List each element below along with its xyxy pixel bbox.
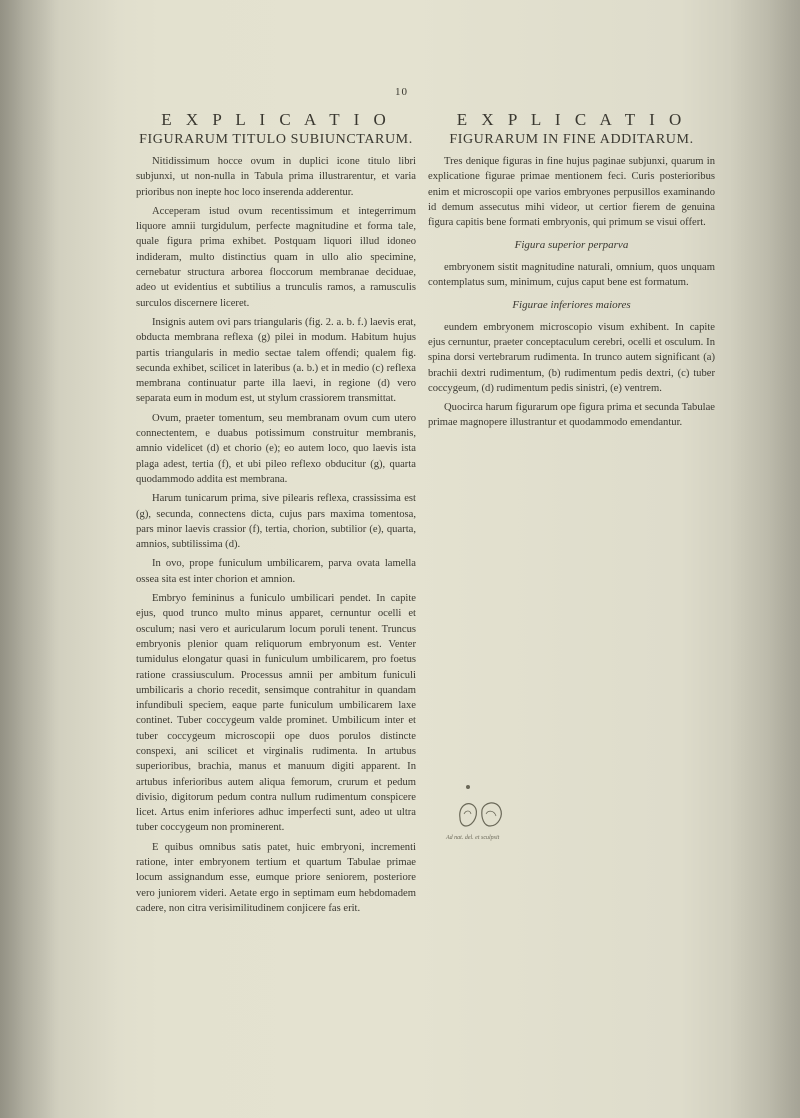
left-paragraph: Acceperam istud ovum recentissimum et integerrimum liquore amnii turgidulum, perfecte magnitudine et forma tale, quale figura prima exhibet. Postquam liquori illud idoneo indideram, multo distinctius quam in ullo alio specimine, cernebatur structura arborea floccorum membranae deciduae, adeo ut evidentius et subtilius a trunculis ramos, a ramusculis surculos discernere liceret. bbox=[136, 205, 416, 309]
left-paragraph: Embryo femininus a funiculo umbilicari pendet. In capite ejus, quod trunco multo minus apparet, cernuntur ocelli et osculum; nasi vero et auricularum locum poruli tenent. Truncus embryonis plenior quam reliquorum embryonum est. Venter tumidulus elongatur quasi in funiculum umbilicarem, pro foetus ratione crassiusculum. Processus amnii per ambitum funiculi umbilicaris a chorio recedit, sensimque contrahitur in quandam infundibuli speciem, eaque parte funiculum umbilicarem laxe continet. Tuber coccygeum valde prominet. Umbilicum inter et tuber coccygeum microscopii ope duos porulos distincte conspexi, ani scilicet et virginalis rudimenta. In artubus superioribus, brachia, manus et manuum digiti apparent. In artubus inferioribus autem aliqua femorum, crurum et pedum divisio, digitorum pedum contra nullum rudimentum conspicere licet. Artus enim inferiores adhuc imperfecti sunt, adeo ut ultra tuber coccygeum non prominerent. bbox=[136, 593, 416, 834]
right-subtitle: FIGURARUM IN FINE ADDITARUM. bbox=[449, 132, 694, 147]
figure-caption: Ad nat. del. et sculpsit bbox=[446, 835, 500, 841]
left-paragraph: Nitidissimum hocce ovum in duplici icone titulo libri subjunxi, ut non-nulla in Tabula prima illustrarentur, et varia prioribus non inepte hoc loco inserenda adderentur. bbox=[136, 156, 416, 198]
left-paragraph: E quibus omnibus satis patet, huic embryoni, incrementi ratione, inter embryonem tertium et quartum Tabulae primae locum assignandum esse, eumque priore seniorem, posteriore vero juniorem videri. Aetate ergo in septimam eum hebdomadem cadere, non citra verisimilitudinem conjicere fas erit. bbox=[136, 841, 416, 914]
left-title: E X P L I C A T I O bbox=[161, 110, 391, 129]
figure-superior-heading: Figura superior perparva bbox=[514, 239, 629, 252]
small-embryo-figure bbox=[466, 785, 470, 789]
left-page-shadow bbox=[0, 0, 120, 1118]
left-paragraph: Insignis autem ovi pars triangularis (fig. 2. a. b. f.) laevis erat, obducta membrana reflexa (g) pilei in modum. Habitum hujus partis triangularis in medio sectae talem offendi; qualem fig. secunda exhibet, scilicet in lateribus (a. b.) et in medio (c) reflexa membrana continuatur parte illa laevi, in regione (d) vero separata eum in modum est, ut stylum crassiorem transmittat. bbox=[136, 316, 416, 405]
right-column bbox=[428, 110, 715, 435]
embryo-figure-left bbox=[460, 804, 477, 826]
right-title: E X P L I C A T I O bbox=[456, 110, 687, 129]
figure-superior-paragraph: embryonem sistit magnitudine naturali, omnium, quos unquam contemplatus sum, minimum, cujus caput bene est formatum. bbox=[428, 261, 715, 289]
embryo-illustration bbox=[454, 780, 504, 830]
left-paragraph: In ovo, prope funiculum umbilicarem, parva ovata lamella ossea sita est inter chorion et amnion. bbox=[136, 558, 416, 585]
page-number: 10 bbox=[395, 86, 408, 98]
left-paragraph: Harum tunicarum prima, sive pilearis reflexa, crassissima est (g), secunda, connectens dicta, cujus pars maxima tomentosa, pars minor laevis crassior (f), tertia, chorion, subtilior (e), quarta, amnios, subtilissima (d). bbox=[136, 493, 416, 551]
closing-paragraph: Quocirca harum figurarum ope figura prima et secunda Tabulae primae magnopere illustrantur et quodammodo emendantur. bbox=[428, 402, 715, 429]
left-column bbox=[136, 110, 416, 920]
figurae-inferiores-heading: Figurae inferiores maiores bbox=[512, 299, 631, 312]
right-page-shadow bbox=[730, 0, 800, 1118]
figurae-inferiores-paragraph: eundem embryonem microscopio visum exhibent. In capite ejus cernuntur, praeter conceptaculum cerebri, ocelli et osculum. In spina dorsi vertebrarum rudimenta. In trunco autem significant (a) brachii dextri rudimentum, (b) rudimentum pedis dextri, (c) tuber coccygeum, (d) rudimentum pedis sinistri, (e) ventrem. bbox=[428, 321, 715, 394]
left-paragraph: Ovum, praeter tomentum, seu membranam ovum cum utero connectentem, e duabus potissimum construitur membranis, amnio videlicet (d) et chorio (e); eo autem loco, quo laevis ista plaga adest, tertia (f), et ubi pileo reflexo obducitur (g), quarta quodammodo addita est membrana. bbox=[136, 412, 416, 485]
embryo-figure-right bbox=[482, 803, 501, 826]
right-intro-paragraph: Tres denique figuras in fine hujus paginae subjunxi, quarum in explicatione figurae primae mentionem feci. Curis posterioribus enim et microscopii ope varios embryones perpusillos examinando id demum assecutus mihi videor, ut certior fierem de genuina figura capitis bene formati embryonis, qui primum se visui offert. bbox=[428, 156, 715, 229]
left-subtitle: FIGURARUM TITULO SUBIUNCTARUM. bbox=[139, 132, 413, 147]
